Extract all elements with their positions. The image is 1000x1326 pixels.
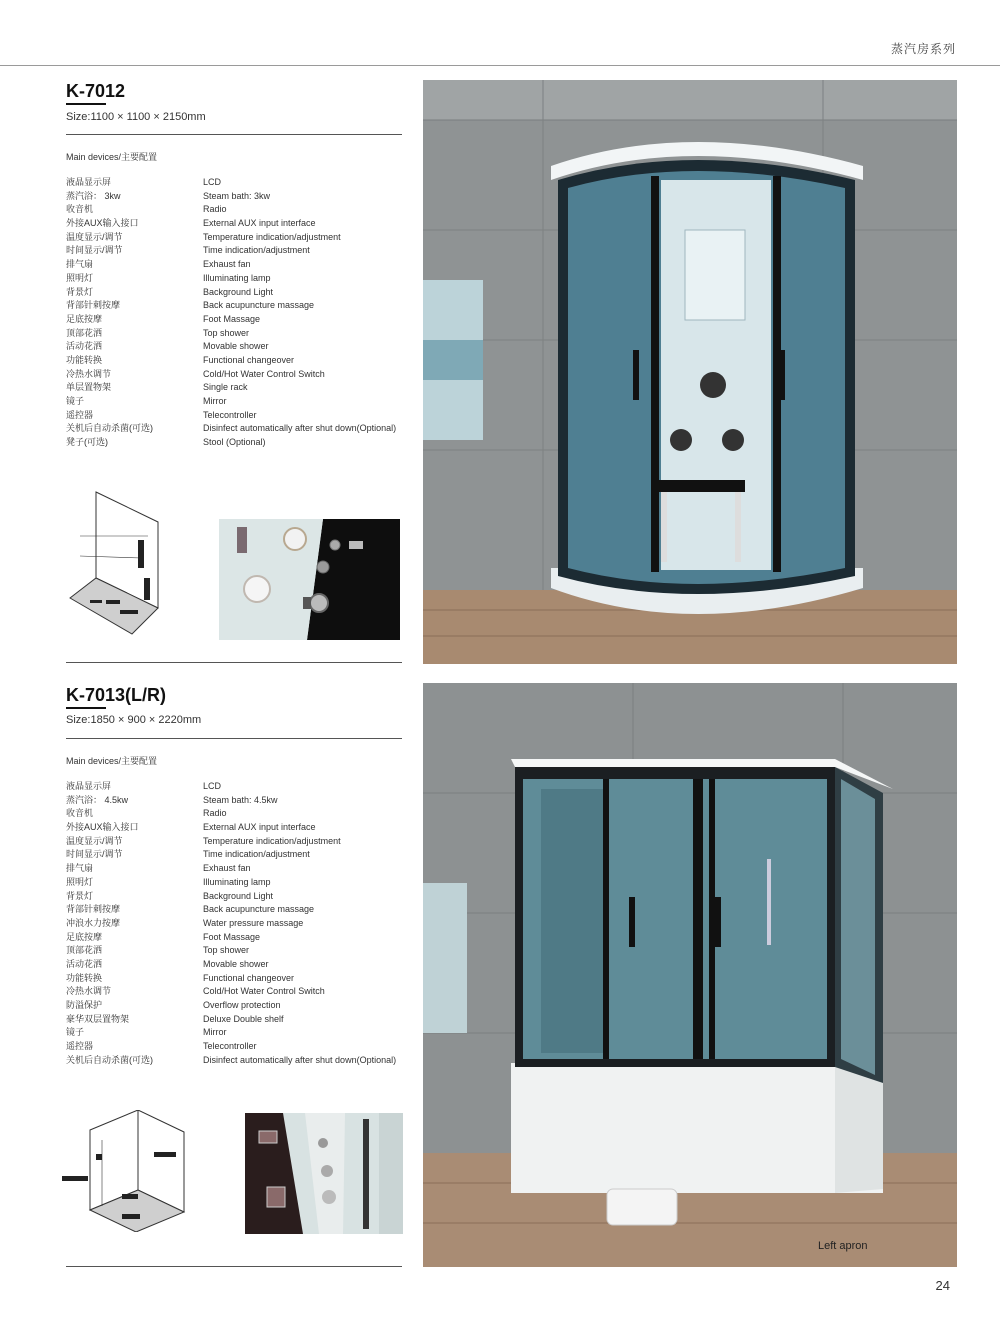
spec-label-zh: 时间显示/调节 — [66, 849, 123, 860]
spec-label-en: Time indication/adjustment — [203, 245, 310, 256]
size-divider — [66, 738, 402, 739]
spec-label-zh: 防溢保护 — [66, 1000, 103, 1010]
spec-label-zh: 顶部花洒 — [66, 945, 103, 956]
spec-label-zh: 温度显示/调节 — [66, 835, 123, 846]
product-size: Size:1850 × 900 × 2220mm — [66, 714, 202, 726]
spec-label-en: Stool (Optional) — [203, 437, 266, 448]
spec-label-zh: 排气扇 — [66, 259, 94, 270]
spec-label-en: Telecontroller — [203, 1041, 257, 1052]
spec-label-zh: 单层置物架 — [66, 382, 112, 393]
spec-row — [66, 217, 406, 231]
spec-row — [66, 1013, 406, 1027]
spec-label-zh: 关机后自动杀菌(可选) — [66, 1054, 153, 1065]
spec-label-zh: 镜子 — [66, 1027, 85, 1038]
section-divider — [66, 662, 402, 663]
product-size: Size:1100 × 1100 × 2150mm — [66, 111, 206, 123]
spec-label-en: Mirror — [203, 1027, 227, 1038]
spec-label-en: Time indication/adjustment — [203, 849, 310, 860]
spec-label-zh: 活动花洒 — [66, 958, 103, 969]
header-divider — [0, 65, 1000, 66]
spec-label-zh: 照明灯 — [66, 876, 94, 887]
spec-row — [66, 903, 406, 917]
spec-row — [66, 1026, 406, 1040]
spec-label-en: Telecontroller — [203, 409, 257, 420]
spec-row — [66, 944, 406, 958]
spec-row — [66, 807, 406, 821]
spec-row — [66, 340, 406, 354]
spec-row — [66, 190, 406, 204]
spec-row — [66, 794, 406, 808]
spec-row — [66, 272, 406, 286]
devices-heading: Main devices/主要配置 — [66, 756, 158, 766]
spec-label-zh: 活动花洒 — [66, 341, 103, 352]
spec-label-en: Cold/Hot Water Control Switch — [203, 986, 325, 997]
spec-label-en: Temperature indication/adjustment — [203, 231, 341, 242]
spec-label-zh: 足底按摩 — [66, 313, 103, 324]
spec-label-en: Foot Massage — [203, 931, 261, 942]
spec-row — [66, 972, 406, 986]
spec-label-zh: 豪华双层置物架 — [66, 1013, 130, 1024]
spec-label-en: External AUX input interface — [203, 822, 316, 833]
spec-label-en: Steam bath: 3kw — [203, 190, 271, 201]
spec-label-zh: 液晶显示屏 — [66, 781, 112, 791]
spec-label-en: Functional changeover — [203, 354, 295, 365]
spec-label-zh: 遥控器 — [66, 1041, 94, 1052]
spec-label-en: Overflow protection — [203, 1000, 281, 1010]
spec-label-en: Radio — [203, 808, 227, 819]
spec-row — [66, 958, 406, 972]
spec-label-en: Background Light — [203, 890, 274, 901]
spec-row — [66, 381, 406, 395]
spec-row — [66, 999, 406, 1013]
spec-row — [66, 821, 406, 835]
model-underline — [66, 707, 106, 709]
spec-label-zh: 时间显示/调节 — [66, 245, 123, 256]
spec-label-en: Movable shower — [203, 958, 269, 969]
spec-label-zh: 背部针刺按摩 — [66, 300, 121, 311]
spec-label-zh: 凳子(可选) — [66, 437, 108, 448]
installation-diagram — [60, 488, 180, 636]
spec-label-zh: 照明灯 — [66, 272, 94, 283]
spec-label-zh: 冷热水调节 — [66, 986, 112, 997]
spec-row — [66, 876, 406, 890]
spec-label-en: LCD — [203, 781, 222, 791]
spec-row — [66, 422, 406, 436]
spec-row — [66, 917, 406, 931]
spec-label-zh: 排气扇 — [66, 863, 94, 874]
spec-label-zh: 功能转换 — [66, 354, 103, 365]
spec-list — [66, 176, 406, 450]
spec-label-en: Steam bath: 4.5kw — [203, 794, 278, 805]
spec-row — [66, 231, 406, 245]
spec-label-en: Background Light — [203, 286, 274, 297]
spec-row — [66, 258, 406, 272]
spec-label-en: Exhaust fan — [203, 259, 251, 270]
control-panel-photo — [245, 1113, 403, 1234]
spec-row — [66, 862, 406, 876]
spec-label-en: Top shower — [203, 327, 250, 338]
spec-label-zh: 顶部花洒 — [66, 327, 103, 338]
spec-row — [66, 368, 406, 382]
spec-label-en: Exhaust fan — [203, 863, 251, 874]
page-number: 24 — [935, 1278, 950, 1293]
control-panel-photo — [219, 519, 400, 640]
spec-row — [66, 436, 406, 450]
spec-row — [66, 780, 406, 794]
spec-label-zh: 收音机 — [66, 204, 94, 215]
spec-label-en: Back acupuncture massage — [203, 904, 315, 915]
spec-row — [66, 203, 406, 217]
installation-diagram — [62, 1110, 188, 1232]
spec-label-zh: 功能转换 — [66, 972, 103, 983]
spec-label-en: Radio — [203, 204, 227, 215]
spec-row — [66, 395, 406, 409]
spec-label-en: Disinfect automatically after shut down(Optional) — [203, 423, 397, 434]
spec-row — [66, 354, 406, 368]
spec-label-zh: 蒸汽浴： 4.5kw — [66, 794, 129, 805]
product-model-k7012: K-7012 — [66, 81, 126, 101]
spec-label-zh: 足底按摩 — [66, 931, 103, 942]
spec-label-zh: 遥控器 — [66, 409, 94, 420]
spec-label-zh: 背部针刺按摩 — [66, 904, 121, 915]
spec-label-zh: 蒸汽浴： 3kw — [66, 190, 121, 201]
spec-label-en: Single rack — [203, 382, 248, 393]
spec-label-zh: 外接AUX输入接口 — [66, 218, 139, 229]
spec-row — [66, 299, 406, 313]
spec-row — [66, 890, 406, 904]
spec-label-en: Functional changeover — [203, 972, 295, 983]
product-model-k7013: K-7013(L/R) — [66, 685, 167, 705]
spec-label-en: Mirror — [203, 396, 227, 406]
spec-list — [66, 780, 406, 1067]
spec-row — [66, 931, 406, 945]
spec-row — [66, 176, 406, 190]
series-title: 蒸汽房系列 — [890, 42, 956, 56]
spec-label-zh: 背景灯 — [66, 286, 94, 297]
spec-label-en: Movable shower — [203, 341, 269, 352]
spec-row — [66, 1054, 406, 1068]
spec-label-en: Temperature indication/adjustment — [203, 835, 341, 846]
spec-row — [66, 244, 406, 258]
spec-row — [66, 1040, 406, 1054]
spec-label-zh: 镜子 — [66, 396, 85, 406]
spec-row — [66, 313, 406, 327]
product-photo-k7012 — [423, 80, 957, 664]
section-divider — [66, 1266, 402, 1267]
spec-label-en: Deluxe Double shelf — [203, 1013, 284, 1024]
spec-label-zh: 外接AUX输入接口 — [66, 822, 139, 833]
spec-label-zh: 温度显示/调节 — [66, 231, 123, 242]
spec-label-zh: 背景灯 — [66, 890, 94, 901]
spec-label-en: Disinfect automatically after shut down(Optional) — [203, 1054, 397, 1065]
spec-label-zh: 收音机 — [66, 808, 94, 819]
spec-label-zh: 液晶显示屏 — [66, 177, 112, 187]
spec-label-zh: 冲浪水力按摩 — [66, 917, 121, 928]
spec-row — [66, 835, 406, 849]
spec-label-en: Illuminating lamp — [203, 876, 271, 887]
spec-label-en: LCD — [203, 177, 222, 187]
spec-row — [66, 286, 406, 300]
spec-row — [66, 409, 406, 423]
spec-label-zh: 关机后自动杀菌(可选) — [66, 423, 153, 434]
spec-row — [66, 985, 406, 999]
devices-heading: Main devices/主要配置 — [66, 152, 158, 162]
spec-label-en: External AUX input interface — [203, 218, 316, 229]
spec-label-en: Back acupuncture massage — [203, 300, 315, 311]
product-photo-k7013 — [423, 683, 957, 1267]
spec-row — [66, 327, 406, 341]
spec-row — [66, 848, 406, 862]
apron-label: Left apron — [818, 1240, 868, 1252]
spec-label-en: Water pressure massage — [203, 917, 304, 928]
size-divider — [66, 134, 402, 135]
spec-label-en: Foot Massage — [203, 313, 261, 324]
spec-label-zh: 冷热水调节 — [66, 368, 112, 379]
model-underline — [66, 103, 106, 105]
spec-label-en: Top shower — [203, 945, 250, 956]
spec-label-en: Cold/Hot Water Control Switch — [203, 368, 325, 379]
spec-label-en: Illuminating lamp — [203, 272, 271, 283]
